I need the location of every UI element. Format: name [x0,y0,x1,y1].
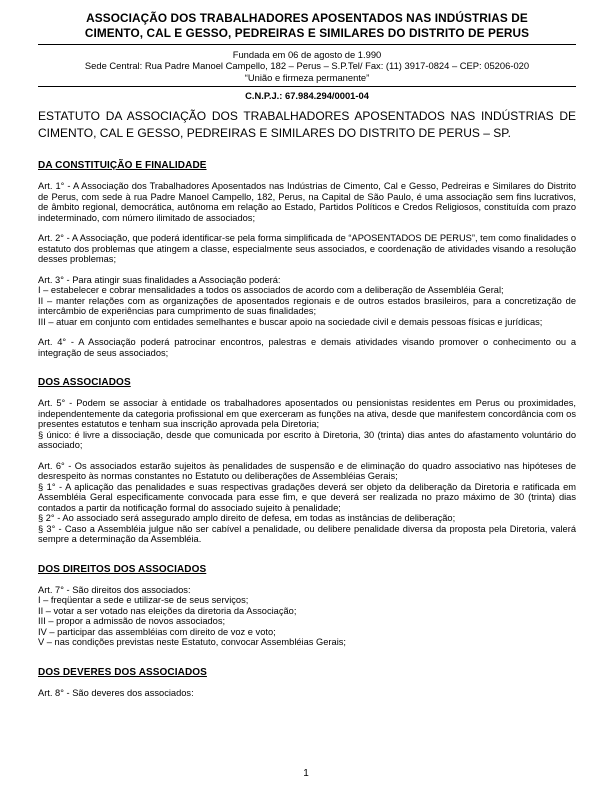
cnpj-line: C.N.P.J.: 67.984.294/0001-04 [245,90,369,102]
founded-line: Fundada em 06 de agosto de 1.990 [232,49,382,60]
association-name-line-2: CIMENTO, CAL E GESSO, PEDREIRAS E SIMILARES DO DISTRITO DE PERUS [84,25,530,40]
paragraph-1: § 1° - A aplicação das penalidades e suas respectivas gradações deverá ser objeto da deliberação da Diretoria e ratificada em Assembléia Geral especificamente convocada para esse fim, e que deverá ser realizada no prazo máximo de 30 (trinta) dias contados a partir da notificação formal do associado sujeito à penalidade; [38,481,576,513]
article-text: Art. 4° - A Associação poderá patrocinar encontros, palestras e demais atividades visando promover o conhecimento ou a integração de seus associados; [38,337,576,358]
document-title: ESTATUTO DA ASSOCIAÇÃO DOS TRABALHADORES APOSENTADOS NAS INDÚSTRIAS DE CIMENTO, CAL E GESSO, PEDREIRAS E SIMILARES DO DISTRITO DE PERUS – SP. [38,109,576,140]
article-text: Art. 6° - Os associados estarão sujeitos às penalidades de suspensão e de eliminação do quadro associativo nas hipóteses de desrespeito às normas constantes no Estatuto ou deliberações de Assembléias Gerais; [38,460,576,482]
article-5 [38,398,576,451]
motto-line: “União e firmeza permanente” [244,71,370,83]
article-item-ii: II – manter relações com as organizações de aposentados regionais e de outros estados brasileiros, para a concretização de intercâmbio de experiências para cumprimento de suas finalidades; [38,295,576,317]
paragraph-2: § 2° - Ao associado será assegurado amplo direito de defesa, em todas as instâncias de deliberação; [38,513,456,524]
section-heading: DOS DEVERES DOS ASSOCIADOS [38,666,207,678]
article-1 [38,181,576,223]
article-text: Art. 5° - Podem se associar à entidade os trabalhadores aposentados ou pensionistas residentes em Perus ou proximidades, independentemente da categoria profissional em que exerceram as funções na ativa, desde que manifestem concordância com os presentes estatutos e tenham sua inscrição aprovada pela Diretoria; [38,398,576,430]
section-dos-associados [38,377,576,545]
article-text: Art. 8° - São deveres dos associados: [38,687,194,698]
article-text: Art. 1° - A Associação dos Trabalhadores Aposentados nas Indústrias de Cimento, Cal e Gesso, Pedreiras e Similares do Distrito de Perus, com sede à rua Padre Manoel Campello, 182, Perus, na Capital de São Paulo, é uma associação sem fins lucrativos, de âmbito regional, democrática, autônoma em relação ao Estado, Partidos Políticos e Credos Religiosos, constituída com prazo indeterminado, com número ilimitado de associados; [38,181,576,223]
article-3 [38,275,576,328]
article-item-i: I – estabelecer e cobrar mensalidades a todos os associados de acordo com a deliberação de Assembléia Geral; [38,285,504,296]
association-name [38,11,576,40]
article-4 [38,337,576,358]
paragraph-unico: § único: é livre a dissociação, desde que comunicada por escrito à Diretoria, 30 (trinta) dias antes do afastamento voluntário do associado; [38,429,576,451]
section-heading: DOS DIREITOS DOS ASSOCIADOS [38,563,207,575]
association-name-line-1: ASSOCIAÇÃO DOS TRABALHADORES APOSENTADOS NAS INDÚSTRIAS DE [86,11,528,25]
section-direitos-associados [38,564,576,648]
section-heading: DA CONSTITUIÇÃO E FINALIDADE [38,160,207,172]
page-number: 1 [303,768,309,779]
header-divider-top [38,44,576,45]
article-8 [38,688,576,699]
article-item-iv: IV – participar das assembléias com direito de voz e voto; [38,626,276,637]
header-divider-bottom [38,86,576,87]
article-7 [38,585,576,648]
article-text: Art. 7° - São direitos dos associados: [38,584,191,595]
article-6 [38,461,576,545]
address-line: Sede Central: Rua Padre Manoel Campello, 182 – Perus – S.P.Tel/ Fax: (11) 3917-0824 – CEP: 05206-020 [84,60,530,72]
article-item-i: I – freqüentar a sede e utilizar-se de seus serviços; [38,595,249,606]
section-heading: DOS ASSOCIADOS [38,377,131,389]
article-item-v: V – nas condições previstas neste Estatuto, convocar Assembléias Gerais; [38,637,346,648]
paragraph-3: § 3° - Caso a Assembléia julgue não ser cabível a penalidade, ou delibere penalidade diversa da proposta pela Diretoria, valerá sempre a determinação da Assembléia. [38,523,576,545]
article-item-iii: III – atuar em conjunto com entidades semelhantes e buscar apoio na sociedade civil e demais pessoas físicas e jurídicas; [38,316,543,327]
article-item-iii: III – propor a admissão de novos associados; [38,616,226,627]
article-item-ii: II – votar a ser votado nas eleições da diretoria da Associação; [38,605,297,616]
article-2 [38,233,576,265]
article-text: Art. 2° - A Associação, que poderá identificar-se pela forma simplificada de “APOSENTADOS DE PERUS”, tem como finalidades o estatuto dos problemas que atingem a classe, especialmente seus associados, e coordenação de atividades visando a resolução desses problemas; [38,233,576,265]
article-text: Art. 3° - Para atingir suas finalidades a Associação poderá: [38,274,281,285]
section-constituicao-finalidade [38,160,576,358]
section-deveres-associados [38,667,576,699]
letterhead-info [38,49,576,83]
